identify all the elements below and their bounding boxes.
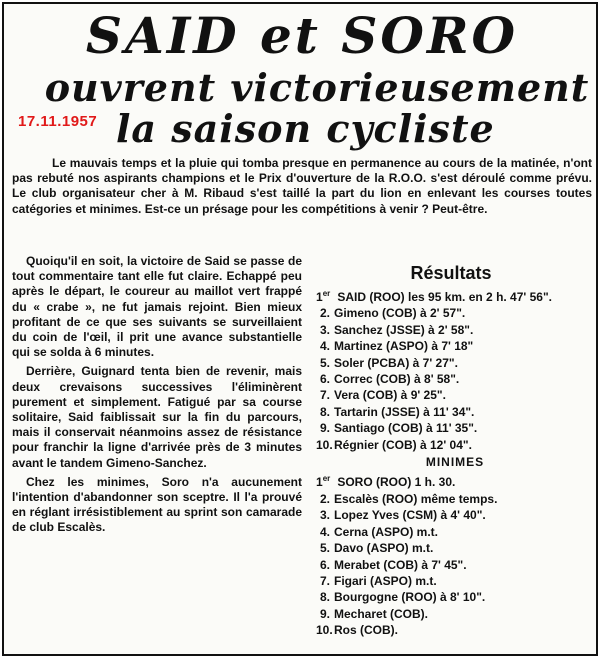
- result-text: Lopez Yves (CSM) à 4' 40".: [334, 508, 486, 523]
- rank: 9.: [319, 421, 330, 436]
- headline-line-3: la saison cycliste: [116, 106, 495, 151]
- rank: 2.: [319, 306, 330, 321]
- result-text: Figari (ASPO) m.t.: [334, 573, 437, 588]
- rank: 8.: [319, 590, 330, 605]
- result-row: [316, 338, 594, 354]
- result-text: Martinez (ASPO) à 7' 18": [334, 339, 474, 354]
- senior-winner-row: [316, 286, 594, 305]
- category-label: MINIMES: [425, 455, 485, 470]
- rank: 10.: [316, 623, 333, 638]
- rank: 9.: [319, 606, 330, 621]
- body-paragraph: Chez les minimes, Soro n'a aucunement l'intention d'abandonner son sceptre. Il l'a prouvé en réglant irrésistiblement au sprint son camarade de club Escalès.: [12, 474, 302, 535]
- rank: 1er: [316, 474, 331, 490]
- rank: 1er: [316, 289, 331, 304]
- results-title: Résultats: [410, 263, 492, 283]
- rank: 3.: [319, 322, 330, 337]
- result-row: [316, 540, 594, 556]
- result-text: SORO (ROO) 1 h. 30.: [337, 475, 456, 490]
- result-row: [316, 622, 594, 638]
- result-text: Régnier (COB) à 12' 04".: [334, 437, 472, 452]
- result-text: Gimeno (COB) à 2' 57".: [334, 306, 466, 321]
- rank: 7.: [319, 388, 330, 403]
- minimes-results-list: [316, 491, 594, 639]
- result-row: [316, 589, 594, 605]
- senior-results-list: [316, 305, 594, 453]
- result-text: Soler (PCBA) à 7' 27".: [334, 355, 458, 370]
- rank: 6.: [319, 372, 330, 387]
- rank: 6.: [319, 557, 330, 572]
- rank: 4.: [319, 339, 330, 354]
- result-row: [316, 507, 594, 523]
- rank: 3.: [319, 508, 330, 523]
- minimes-winner-row: [316, 471, 594, 490]
- result-row: [316, 420, 594, 436]
- result-row: [316, 305, 594, 321]
- result-text: Merabet (COB) à 7' 45".: [334, 557, 467, 572]
- rank: 5.: [319, 355, 330, 370]
- rank: 8.: [319, 404, 330, 419]
- rank: 5.: [319, 541, 330, 556]
- result-row: [316, 355, 594, 371]
- result-row: [316, 524, 594, 540]
- rank: 10.: [316, 437, 333, 452]
- body-paragraph: Derrière, Guignard tenta bien de revenir, mais deux crevaisons successives l'éliminèrent purement et simplement. Fatigué par sa course solitaire, Said faiblissait sur la fin du parcours, mais il conservait néanmoins assez de résistance pour franchir la ligne d'arrivée près de 3 minutes avant le tandem Gimeno-Sanchez.: [12, 364, 302, 470]
- result-row: [316, 322, 594, 338]
- article-body: [12, 254, 302, 540]
- rank: 4.: [319, 524, 330, 539]
- result-text: Bourgogne (ROO) à 8' 10".: [334, 590, 486, 605]
- result-row: [316, 371, 594, 387]
- results-column: [316, 262, 594, 639]
- result-row: [316, 437, 594, 453]
- body-paragraph: Quoiqu'il en soit, la victoire de Said se passe de tout commentaire tant elle fut claire. Echappé peu après le départ, le coureur au maillot vert frappé du « crabe », ne fut jamais rejoint. Bien mieux profitant de ce que ses suivants se surveillaient du coin de l'œil, il prit une avance substantielle qui se solda à 6 minutes.: [12, 254, 302, 360]
- lead-paragraph: Le mauvais temps et la pluie qui tomba presque en permanence au cours de la matinée, n'ont pas rebuté nos aspirants champions et le Prix d'ouverture de la R.O.O. s'est déroulé comme prévu. Le club organisateur cher à M. Ribaud s'est taillé la part du lion en enlevant les courses toutes catégories et minimes. Est-ce un présage pour les compétitions à venir ? Peut-être.: [12, 156, 592, 216]
- result-row: [316, 573, 594, 589]
- result-row: [316, 557, 594, 573]
- date-stamp: 17.11.1957: [18, 113, 98, 130]
- result-text: Vera (COB) à 9' 25".: [334, 388, 446, 403]
- result-text: Mecharet (COB).: [334, 606, 429, 621]
- rank: 2.: [319, 491, 330, 506]
- result-text: Sanchez (JSSE) à 2' 58".: [334, 322, 474, 337]
- result-text: Escalès (ROO) même temps.: [334, 491, 498, 506]
- result-row: [316, 404, 594, 420]
- result-row: [316, 387, 594, 403]
- result-text: Correc (COB) à 8' 58".: [334, 372, 460, 387]
- result-text: Cerna (ASPO) m.t.: [334, 524, 439, 539]
- result-text: Ros (COB).: [334, 623, 398, 638]
- rank: 7.: [319, 573, 330, 588]
- result-row: [316, 606, 594, 622]
- result-text: Davo (ASPO) m.t.: [334, 541, 434, 556]
- result-text: SAID (ROO) les 95 km. en 2 h. 47' 56".: [337, 290, 552, 304]
- result-row: [316, 491, 594, 507]
- result-text: Tartarin (JSSE) à 11' 34".: [334, 404, 475, 419]
- headline-line-1: SAID et SORO: [85, 6, 519, 65]
- headline-line-2: ouvrent victorieusement: [44, 65, 590, 110]
- result-text: Santiago (COB) à 11' 35".: [334, 421, 478, 436]
- newspaper-clipping: [2, 2, 598, 656]
